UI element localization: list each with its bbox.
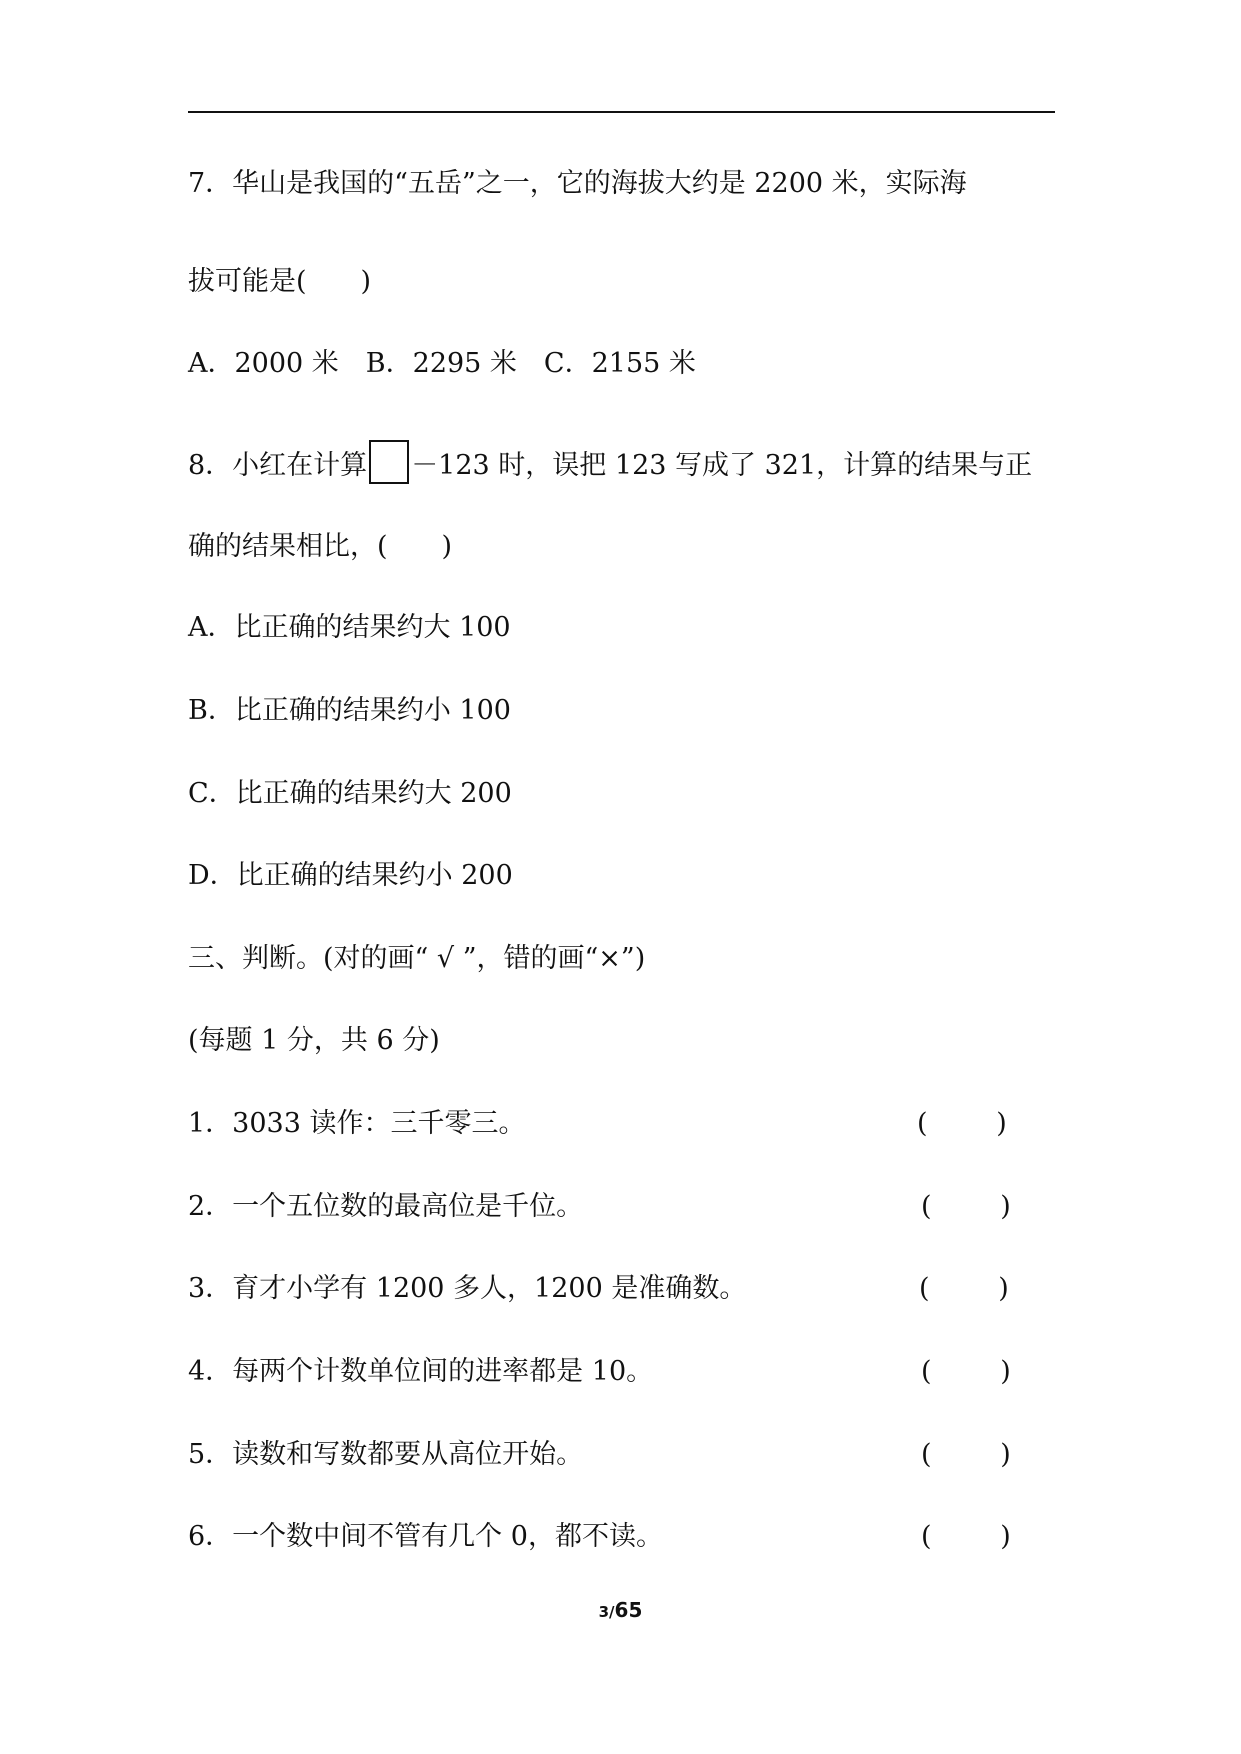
q8-option-b: B．比正确的结果约小 100 <box>188 695 511 726</box>
judge-item-6-text: 6．一个数中间不管有几个 0，都不读。 <box>188 1521 663 1552</box>
judge-item-4-answer-paren: ( ) <box>921 1356 1011 1387</box>
q7-stem-line1: 7．华山是我国的“五岳”之一，它的海拔大约是 2200 米，实际海 <box>188 168 967 199</box>
judge-item-5-text: 5．读数和写数都要从高位开始。 <box>188 1439 584 1470</box>
q8-stem-line2: 确的结果相比，( ) <box>188 531 453 562</box>
judge-item-1-answer-paren: ( ) <box>917 1108 1007 1139</box>
page-number <box>0 1598 1241 1622</box>
page-total: 65 <box>614 1598 643 1622</box>
judge-item-2-answer-paren: ( ) <box>921 1191 1011 1222</box>
q8-stem-post: －123 时，误把 123 写成了 321，计算的结果与正 <box>411 450 1033 481</box>
judge-item-5-answer-paren: ( ) <box>921 1439 1011 1470</box>
q8-stem-line1 <box>188 440 1032 484</box>
q8-stem-pre: 8．小红在计算 <box>188 450 368 481</box>
judge-item-4-text: 4．每两个计数单位间的进率都是 10。 <box>188 1356 654 1387</box>
answer-blank-box <box>369 440 409 484</box>
q8-option-d: D．比正确的结果约小 200 <box>188 860 513 891</box>
q7-options: A．2000 米 B．2295 米 C．2155 米 <box>188 348 696 379</box>
judge-item-1-text: 1．3033 读作：三千零三。 <box>188 1108 526 1139</box>
judge-item-3-text: 3．育才小学有 1200 多人，1200 是准确数。 <box>188 1273 747 1304</box>
section3-score: (每题 1 分，共 6 分) <box>188 1025 440 1056</box>
page-current: 3/ <box>598 1603 615 1621</box>
header-rule <box>188 111 1055 113</box>
judge-item-6-answer-paren: ( ) <box>921 1521 1011 1552</box>
q8-option-a: A．比正确的结果约大 100 <box>188 612 511 643</box>
q8-option-c: C．比正确的结果约大 200 <box>188 778 512 809</box>
judge-item-2-text: 2．一个五位数的最高位是千位。 <box>188 1191 584 1222</box>
judge-item-3-answer-paren: ( ) <box>919 1273 1009 1304</box>
section3-heading: 三、判断。(对的画“ √ ”，错的画“×”) <box>188 943 646 974</box>
q7-stem-line2: 拔可能是( ) <box>188 266 372 297</box>
